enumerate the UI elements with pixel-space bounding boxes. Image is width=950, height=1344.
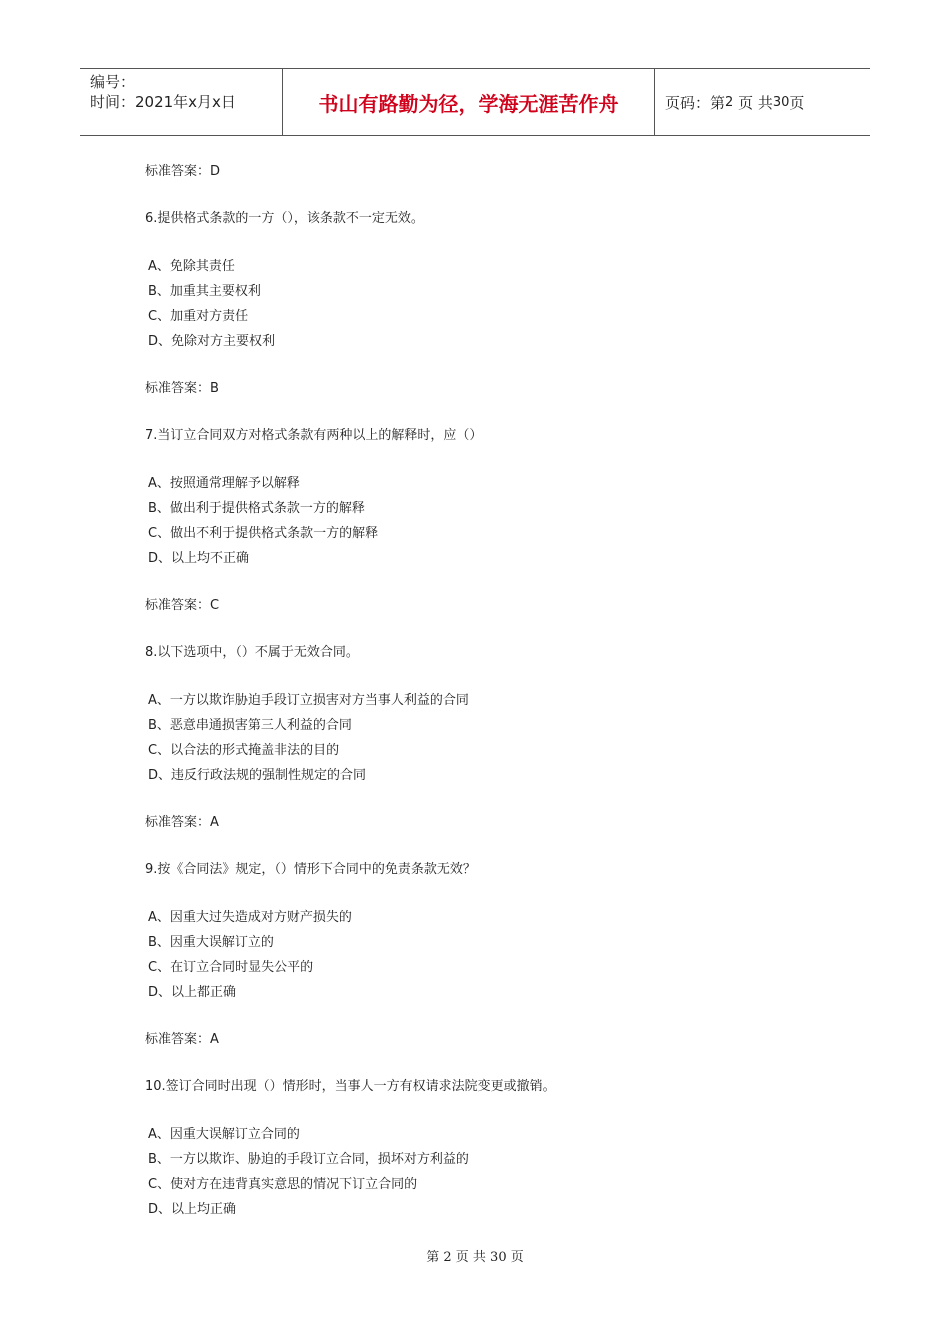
option-item: A、一方以欺诈胁迫手段订立损害对方当事人利益的合同 — [148, 693, 469, 708]
page-mid: 页 共 — [738, 93, 773, 112]
option-item: B、一方以欺诈、胁迫的手段订立合同，损坏对方利益的 — [148, 1152, 469, 1167]
option-item: D、以上均不正确 — [148, 551, 250, 566]
option-item: C、以合法的形式掩盖非法的目的 — [148, 743, 340, 758]
header-motto-cell — [282, 69, 655, 135]
option-item: D、以上均正确 — [148, 1202, 237, 1217]
option-item: C、在订立合同时显失公平的 — [148, 960, 314, 975]
option-list — [145, 688, 825, 788]
option-item: A、因重大过失造成对方财产损失的 — [148, 910, 352, 925]
option-item: C、加重对方责任 — [148, 309, 249, 324]
standard-answer: 标准答案：C — [145, 598, 220, 613]
number-label: 编号： — [90, 73, 136, 91]
question-text: 6.提供格式条款的一方（），该条款不一定无效。 — [145, 211, 424, 226]
option-item: C、做出不利于提供格式条款一方的解释 — [148, 526, 379, 541]
header-table — [80, 68, 870, 136]
option-item: D、以上都正确 — [148, 985, 237, 1000]
option-item: C、使对方在违背真实意思的情况下订立合同的 — [148, 1177, 418, 1192]
header-meta-cell — [80, 69, 282, 135]
standard-answer: 标准答案：A — [145, 815, 219, 830]
page-suffix: 页 — [789, 93, 805, 112]
standard-answer: 标准答案：A — [145, 1032, 219, 1047]
page-current: 2 — [725, 94, 734, 110]
option-item: D、免除对方主要权利 — [148, 334, 276, 349]
header-page-cell — [655, 69, 870, 135]
option-item: B、加重其主要权利 — [148, 284, 261, 299]
option-list — [145, 905, 825, 1005]
motto-text: 书山有路勤为径，学海无涯苦作舟 — [318, 91, 619, 116]
option-item: A、因重大误解订立合同的 — [148, 1127, 300, 1142]
option-item: B、做出利于提供格式条款一方的解释 — [148, 501, 365, 516]
option-item: B、恶意串通损害第三人利益的合同 — [148, 718, 352, 733]
standard-answer: 标准答案：D — [145, 164, 221, 179]
question-list — [145, 160, 825, 1245]
option-item: A、免除其责任 — [148, 259, 235, 274]
option-list — [145, 471, 825, 571]
page-total: 30 — [772, 94, 790, 110]
question-text: 10.签订合同时出现（）情形时，当事人一方有权请求法院变更或撤销。 — [145, 1079, 556, 1094]
option-item: D、违反行政法规的强制性规定的合同 — [148, 768, 367, 783]
question-text: 8.以下选项中，（）不属于无效合同。 — [145, 645, 359, 660]
question-text: 7.当订立合同双方对格式条款有两种以上的解释时，应（） — [145, 428, 483, 443]
option-item: B、因重大误解订立的 — [148, 935, 274, 950]
option-item: A、按照通常理解予以解释 — [148, 476, 300, 491]
option-list — [145, 254, 825, 354]
page-prefix: 页码：第 — [665, 93, 726, 112]
standard-answer: 标准答案：B — [145, 381, 219, 396]
question-text: 9.按《合同法》规定，（）情形下合同中的免责条款无效？ — [145, 862, 476, 877]
time-label: 时间：2021年x月x日 — [90, 93, 236, 111]
option-list — [145, 1122, 825, 1222]
page-footer: 第 2 页 共 30 页 — [426, 1250, 524, 1265]
